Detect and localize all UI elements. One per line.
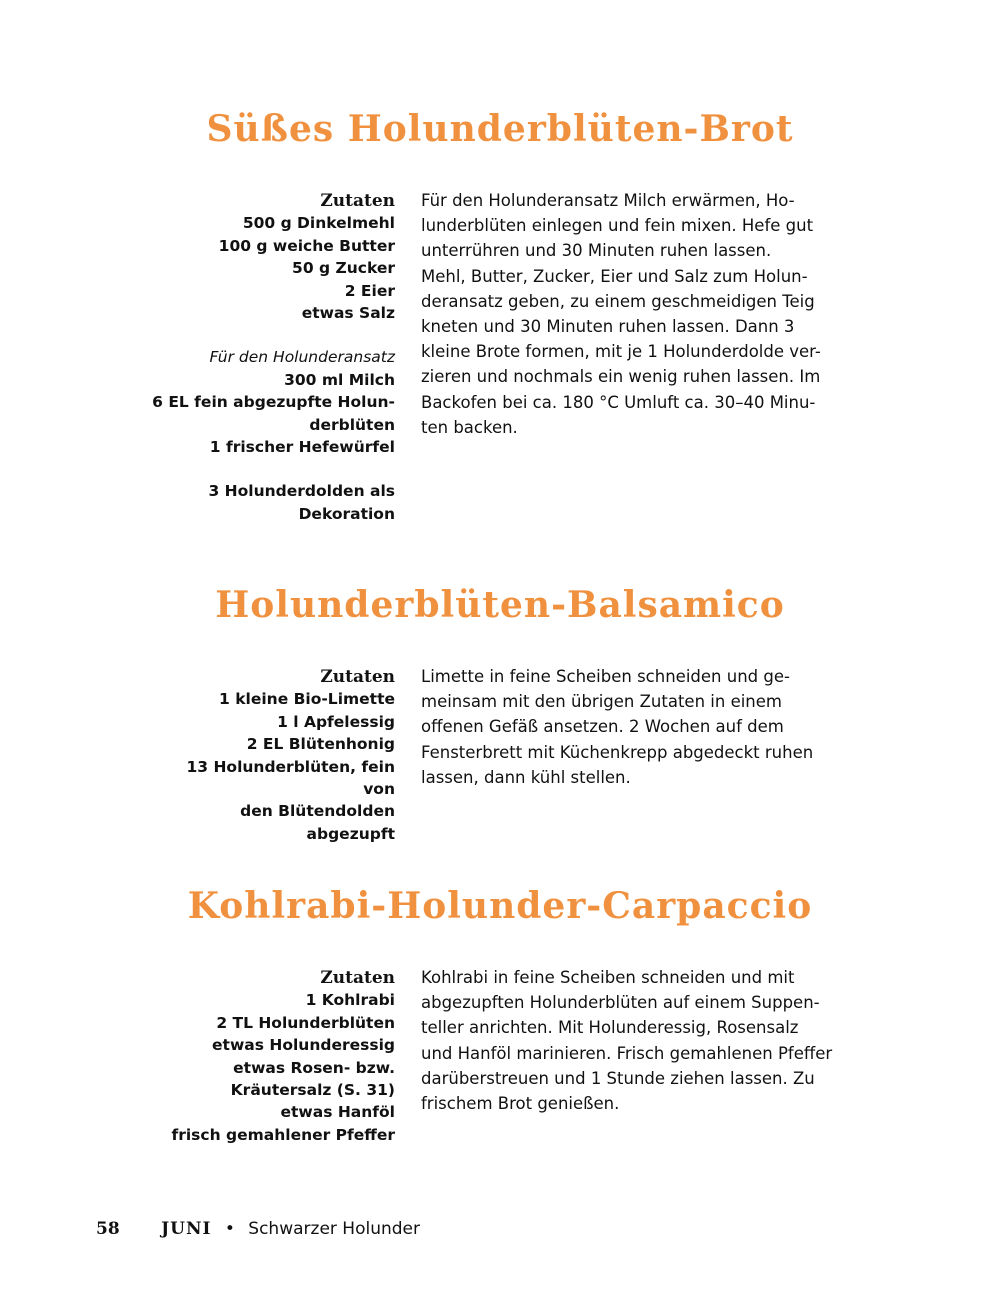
instruction-line: frischem Brot genießen. [421, 1094, 620, 1114]
instruction-line: darüberstreuen und 1 Stunde ziehen lassen. Zu [421, 1068, 815, 1088]
instruction-line: offenen Gefäß ansetzen. 2 Wochen auf dem [421, 717, 784, 737]
ingredient-list [150, 190, 395, 525]
instruction-line: lunderblüten einlegen und fein mixen. Hefe gut [421, 216, 814, 236]
spacer [150, 458, 395, 480]
recipe-title: Holunderblüten-Balsamico [215, 584, 785, 626]
ingredient-list [150, 967, 395, 1146]
separator-dot: • [224, 1219, 235, 1239]
instruction-line: Für den Holunderansatz Milch erwärmen, Ho- [421, 191, 795, 210]
instruction-line: kneten und 30 Minuten ruhen lassen. Dann 3 [421, 317, 795, 337]
ingredient-item: frisch gemahlener Pfeffer [171, 1125, 395, 1144]
ingredient-item: den Blütendolden abgezupft [240, 802, 395, 843]
ingredient-subheading: Für den Holunderansatz [209, 348, 395, 367]
instruction-line: kleine Brote formen, mit je 1 Holunderdolde ver- [421, 342, 821, 362]
ingredient-item: etwas Hanföl [280, 1103, 395, 1122]
ingredient-item: 13 Holunderblüten, fein von [186, 757, 395, 799]
ingredients-heading: Zutaten [320, 968, 395, 988]
instruction-line: Backofen bei ca. 180 °C Umluft ca. 30–40 Minu- [421, 392, 816, 412]
ingredient-list [150, 666, 395, 845]
ingredient-item: 2 EL Blütenhonig [246, 735, 395, 754]
ingredient-item: 500 g Dinkelmehl [242, 214, 395, 233]
instruction-line: abgezupften Holunderblüten auf einem Suppen- [421, 993, 820, 1013]
ingredient-item: etwas Salz [301, 304, 395, 323]
instruction-line: Fensterbrett mit Küchenkrepp abgedeckt ruhen [421, 742, 814, 762]
instructions [421, 664, 814, 790]
recipe-carpaccio [0, 885, 1000, 1144]
chapter-title: Schwarzer Holunder [248, 1219, 420, 1239]
instruction-line: Limette in feine Scheiben schneiden und ge- [421, 667, 790, 686]
instruction-line: lassen, dann kühl stellen. [421, 767, 631, 787]
instruction-line: ten backen. [421, 417, 518, 437]
ingredient-item: 1 l Apfelessig [277, 712, 395, 731]
instructions [421, 188, 821, 440]
ingredient-item: etwas Rosen- bzw. [233, 1058, 395, 1077]
ingredient-item: Dekoration [298, 504, 395, 523]
ingredients-heading: Zutaten [320, 667, 395, 687]
recipe-title: Süßes Holunderblüten-Brot [206, 108, 794, 150]
instruction-line: Kohlrabi in feine Scheiben schneiden und mit [421, 968, 795, 987]
ingredient-item: etwas Holunderessig [212, 1036, 395, 1055]
ingredient-item: 3 Holunderdolden als [208, 482, 395, 501]
recipe-title: Kohlrabi-Holunder-Carpaccio [187, 885, 813, 927]
instruction-line: unterrühren und 30 Minuten ruhen lassen. [421, 241, 772, 261]
page-number: 58 [96, 1219, 120, 1239]
ingredient-item: Kräutersalz (S. 31) [230, 1081, 395, 1100]
ingredient-item: 50 g Zucker [292, 259, 395, 278]
instruction-line: Mehl, Butter, Zucker, Eier und Salz zum Holun- [421, 266, 808, 286]
ingredient-item: 1 frischer Hefewürfel [209, 438, 395, 457]
instructions [421, 965, 833, 1116]
instruction-line: meinsam mit den übrigen Zutaten in einem [421, 692, 782, 712]
ingredients-heading: Zutaten [320, 191, 395, 211]
instruction-line: teller anrichten. Mit Holunderessig, Rosensalz [421, 1018, 799, 1038]
chapter-month: JUNI [161, 1219, 212, 1239]
ingredient-item: 300 ml Milch [284, 370, 395, 389]
instruction-line: und Hanföl marinieren. Frisch gemahlenen Pfeffer [421, 1043, 833, 1063]
ingredient-item: 2 TL Holunderblüten [216, 1013, 395, 1032]
page-footer [96, 1219, 420, 1239]
spacer [150, 324, 395, 346]
instruction-line: zieren und nochmals ein wenig ruhen lassen. Im [421, 367, 821, 387]
instruction-line: deransatz geben, zu einem geschmeidigen Teig [421, 291, 815, 311]
ingredient-item: 6 EL fein abgezupfte Holun- [152, 393, 395, 412]
ingredient-item: 100 g weiche Butter [218, 236, 395, 255]
ingredient-item: derblüten [309, 415, 395, 434]
ingredient-item: 1 Kohlrabi [305, 991, 395, 1010]
recipe-sweet-bread [0, 108, 1000, 523]
ingredient-item: 1 kleine Bio-Limette [219, 690, 395, 709]
recipe-balsamico [0, 584, 1000, 843]
ingredient-item: 2 Eier [344, 281, 395, 300]
